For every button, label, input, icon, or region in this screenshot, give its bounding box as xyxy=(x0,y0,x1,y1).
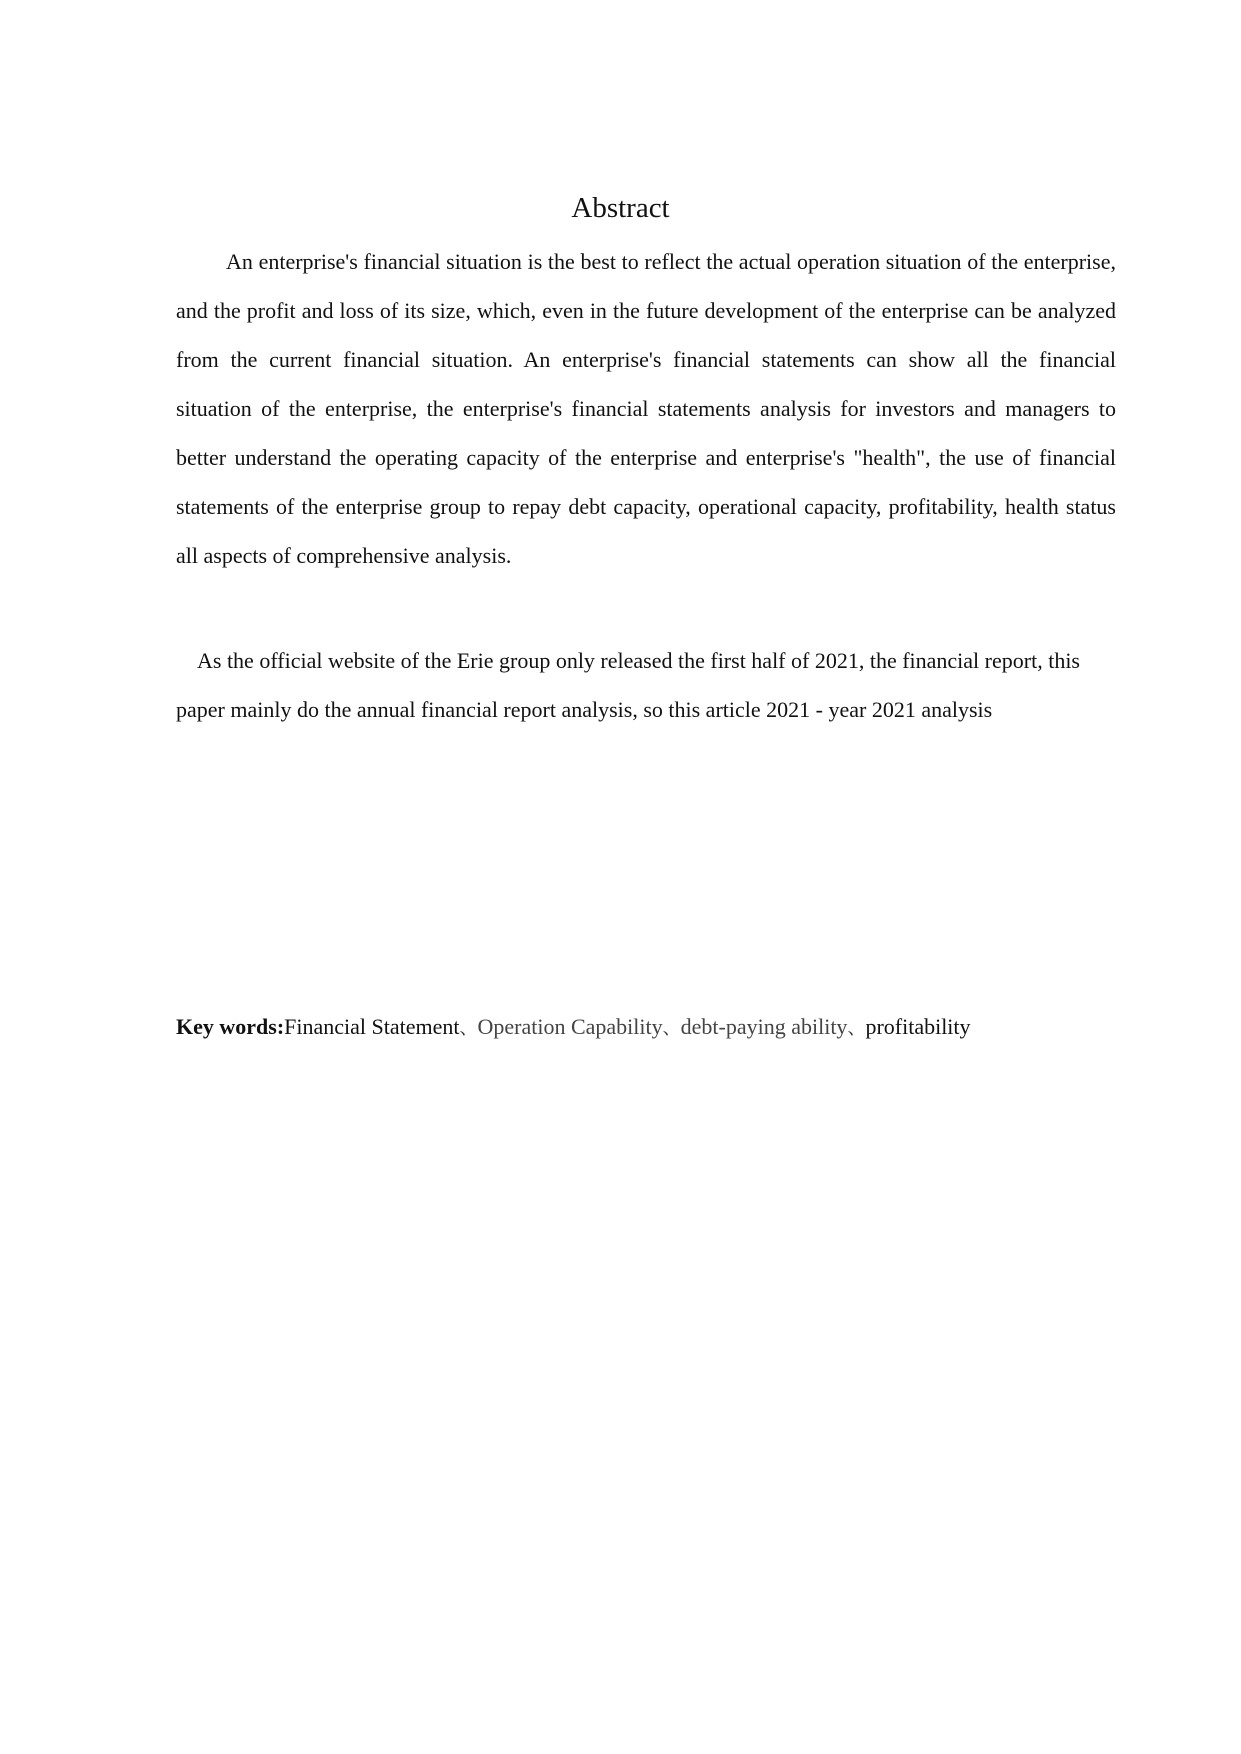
keyword-item: profitability xyxy=(865,1014,971,1039)
keyword-item: Financial Statement xyxy=(284,1014,460,1039)
keywords-label: Key words: xyxy=(176,1014,285,1039)
keyword-separator: 、 xyxy=(847,1018,866,1039)
keyword-separator: 、 xyxy=(459,1018,478,1039)
abstract-paragraph-2: As the official website of the Erie group only released the first half of 2021, the financial report, this paper mainly do the annual financial report analysis, so this article 2021 - year 2021 analysis xyxy=(176,648,1080,722)
keyword-separator: 、 xyxy=(662,1018,681,1039)
keyword-item: Operation Capability xyxy=(477,1014,663,1039)
keywords-line xyxy=(176,1007,1136,1049)
abstract-paragraph-1: An enterprise's financial situation is the best to reflect the actual operation situation of the enterprise, and the profit and loss of its size, which, even in the future development of the enterprise can be analyzed from the current financial situation. An enterprise's financial statements can show all the financial situation of the enterprise, the enterprise's financial statements analysis for investors and managers to better understand the operating capacity of the enterprise and enterprise's "health", the use of financial statements of the enterprise group to repay debt capacity, operational capacity, profitability, health status all aspects of comprehensive analysis. xyxy=(176,249,1116,568)
keyword-item: debt-paying ability xyxy=(680,1014,848,1039)
abstract-title: Abstract xyxy=(571,192,670,224)
